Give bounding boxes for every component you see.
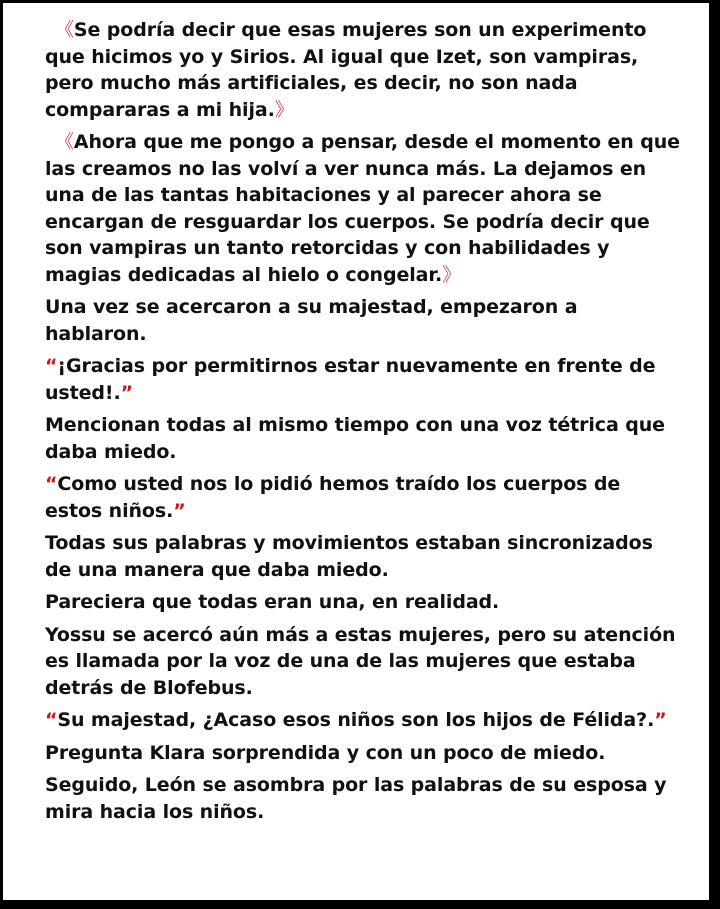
paragraph-text: Se podría decir que esas mujeres son un experimento que hicimos yo y Sirios. Al igual que Izet, son vampiras, pero mucho más artificiales, es decir, no son nada compararas a mi hija. <box>45 19 647 121</box>
open-quote-mark: 《 <box>55 131 74 153</box>
open-quote-mark: “ <box>45 473 58 495</box>
paragraph-4 <box>45 353 683 406</box>
document-page <box>3 3 709 900</box>
paragraph-text: Yossu se acercó aún más a estas mujeres, pero su atención es llamada por la voz de una de las mujeres que estaba detrás de Blofebus. <box>45 623 676 699</box>
paragraph-text: Todas sus palabras y movimientos estaban sincronizados de una manera que daba miedo. <box>45 532 653 581</box>
paragraph-8 <box>45 589 683 616</box>
paragraph-text: Seguido, León se asombra por las palabras de su esposa y mira hacia los niños. <box>45 774 667 823</box>
paragraph-3 <box>45 294 683 347</box>
paragraph-text: ¡Gracias por permitirnos estar nuevamente en frente de usted!. <box>45 355 656 404</box>
close-quote-mark: ” <box>173 499 186 522</box>
paragraph-text: Su majestad, ¿Acaso esos niños son los hijos de Félida?. <box>57 709 655 731</box>
close-quote-mark: ” <box>654 709 667 731</box>
paragraph-text: Pregunta Klara sorprendida y con un poco de miedo. <box>45 741 606 764</box>
paragraph-text: Ahora que me pongo a pensar, desde el momento en que las creamos no las volví a ver nunca más. La dejamos en una de las tantas habitaciones y al parecer ahora se encargan de resguardar los cuerpos. Se podría decir que son vampiras un tanto retorcidas y con habilidades y magias dedicadas al hielo o congelar. <box>45 131 680 286</box>
paragraph-text: Mencionan todas al mismo tiempo con una voz tétrica que daba miedo. <box>45 414 665 463</box>
paragraph-text: Como usted nos lo pidió hemos traído los cuerpos de estos niños. <box>45 473 621 522</box>
open-quote-mark: 《 <box>55 19 74 41</box>
paragraph-text: Pareciera que todas eran una, en realidad. <box>45 591 500 613</box>
open-quote-mark: “ <box>45 355 58 377</box>
close-quote-mark: 》 <box>274 98 294 121</box>
paragraph-6 <box>45 471 683 524</box>
paragraph-text: Una vez se acercaron a su majestad, empezaron a hablaron. <box>45 296 578 345</box>
close-quote-mark: ” <box>120 381 133 404</box>
close-quote-mark: 》 <box>442 263 461 286</box>
open-quote-mark: “ <box>45 709 58 731</box>
paragraph-1 <box>45 17 683 123</box>
paragraph-9 <box>45 622 683 702</box>
paragraph-10 <box>45 707 683 734</box>
paragraph-11 <box>45 740 683 767</box>
paragraph-5 <box>45 412 683 465</box>
paragraph-2 <box>45 129 683 288</box>
paragraph-7 <box>45 530 683 583</box>
paragraph-12 <box>45 772 683 825</box>
